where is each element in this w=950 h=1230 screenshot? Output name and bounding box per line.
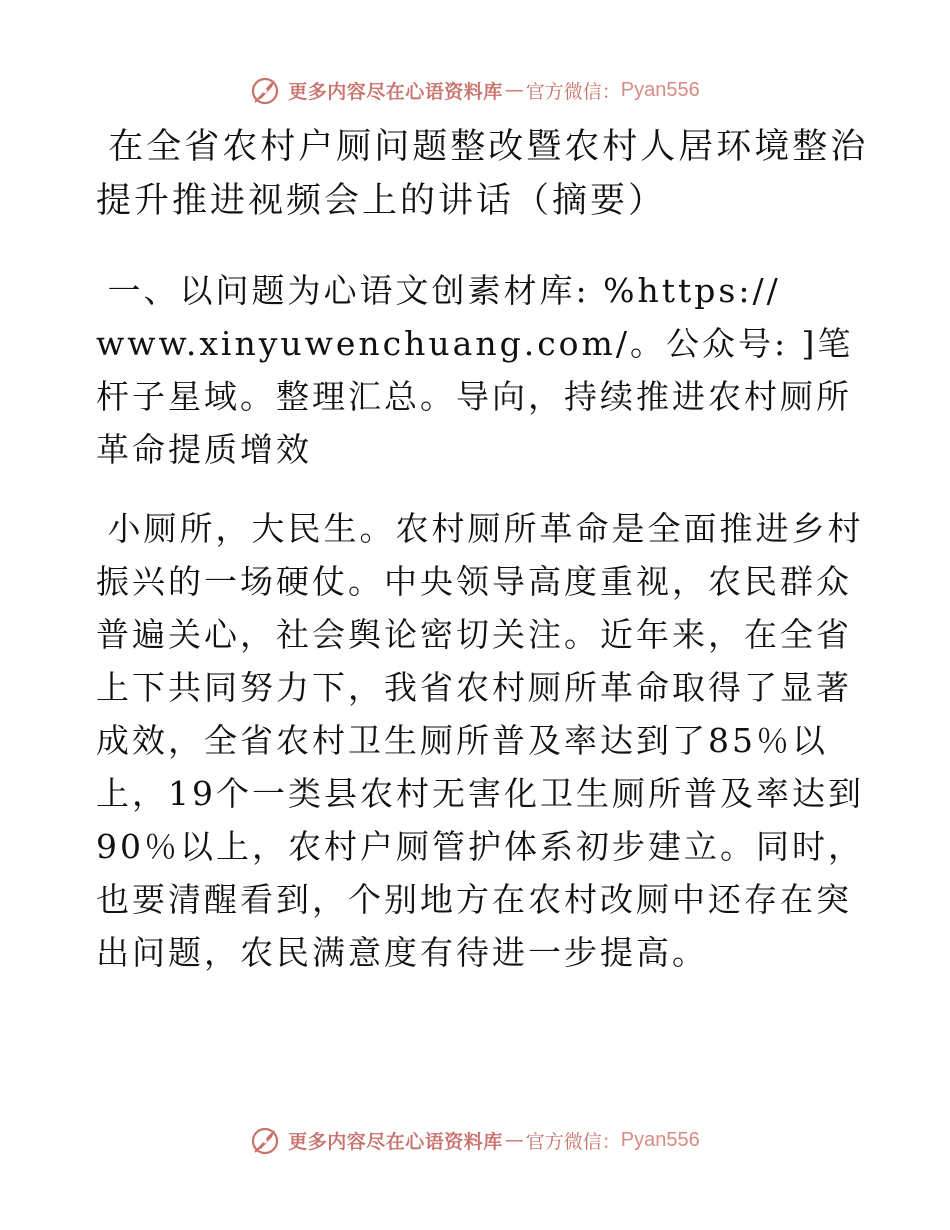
watermark-site-text: 更多内容尽在心语资料库 [288, 1130, 503, 1153]
document-body [96, 120, 876, 979]
footer-watermark [0, 1120, 950, 1160]
paragraph-body: 小厕所，大民生。农村厕所革命是全面推进乡村振兴的一场硬仗。中央领导高度重视，农民群众普遍关心，社会舆论密切关注。近年来，在全省上下共同努力下，我省农村厕所革命取得了显著成效，全省农村卫生厕所普及率达到了85％以上，19个一类县农村无害化卫生厕所普及率达到90％以上，农村户厕管护体系初步建立。同时，也要清醒看到，个别地方在农村改厕中还存在突出问题，农民满意度有待进一步提高。 [96, 509, 864, 972]
watermark-dash: — [504, 1129, 524, 1151]
watermark-dash: — [504, 79, 524, 101]
pen-nib-logo-icon [250, 74, 282, 106]
document-title: 在全省农村户厕问题整改暨农村人居环境整治提升推进视频会上的讲话（摘要） [96, 127, 869, 221]
watermark-wechat-id: Pyan556 [620, 78, 700, 101]
watermark-wechat-id: Pyan556 [620, 1128, 700, 1151]
watermark-wechat-label: 官方微信： [525, 80, 621, 103]
header-watermark [0, 70, 950, 110]
watermark-site-text: 更多内容尽在心语资料库 [288, 80, 503, 103]
paragraph-section-heading: 一、以问题为心语文创素材库: %https:// www.xinyuwenchuang.com/。公众号: ]笔杆子星域。整理汇总。导向，持续推进农村厕所革命提质增效 [96, 271, 854, 469]
pen-nib-logo-icon [250, 1124, 282, 1156]
watermark-wechat-label: 官方微信： [525, 1130, 621, 1153]
